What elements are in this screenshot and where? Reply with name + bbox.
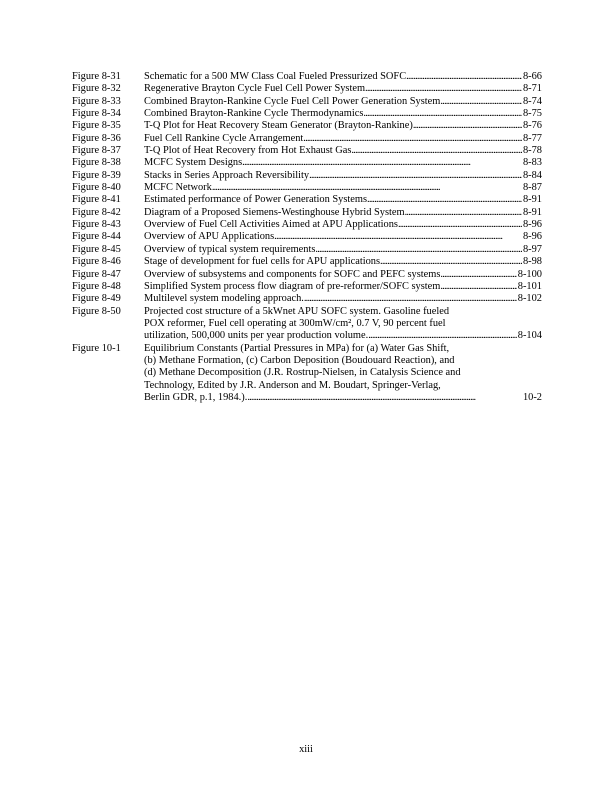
caption-text: Overview of subsystems and components for SOFC and PEFC systems xyxy=(144,268,441,280)
figure-number: Figure 8-44 xyxy=(72,231,121,243)
caption-text: Overview of typical system requirements xyxy=(144,243,316,255)
figure-entry xyxy=(72,306,542,343)
figure-caption xyxy=(144,170,542,182)
figure-number: Figure 8-49 xyxy=(72,293,121,305)
caption-text: utilization, 500,000 units per year production volume. xyxy=(144,330,369,342)
figure-page-ref: 10-2 xyxy=(522,391,542,403)
caption-text: Diagram of a Proposed Siemens-Westinghouse Hybrid System xyxy=(144,206,405,218)
figure-entry xyxy=(72,71,542,83)
figure-page-ref: 8-97 xyxy=(522,243,542,255)
caption-line xyxy=(144,256,542,268)
dot-leader xyxy=(406,71,522,83)
figure-page-ref: 8-78 xyxy=(522,145,542,157)
figure-caption xyxy=(144,71,542,83)
figure-page-ref: 8-74 xyxy=(522,95,542,107)
figure-entry xyxy=(72,293,542,305)
figure-caption xyxy=(144,231,542,243)
list-of-figures xyxy=(72,71,542,404)
figure-number: Figure 8-46 xyxy=(72,256,121,268)
caption-text: T-Q Plot for Heat Recovery Steam Generator (Brayton-Rankine) xyxy=(144,120,413,132)
caption-line: POX reformer, Fuel cell operating at 300mW/cm², 0.7 V, 90 percent fuel xyxy=(144,317,446,329)
caption-line xyxy=(144,392,542,404)
dot-leader xyxy=(309,170,522,182)
figure-caption xyxy=(144,293,542,305)
figure-entry xyxy=(72,96,542,108)
figure-caption xyxy=(144,182,542,194)
figure-number: Figure 8-50 xyxy=(72,305,121,317)
figure-page-ref: 8-96 xyxy=(522,231,542,243)
figure-caption xyxy=(144,207,542,219)
caption-text: MCFC Network xyxy=(144,182,212,194)
figure-page-ref: 8-101 xyxy=(517,280,542,292)
dot-leader xyxy=(367,194,522,206)
figure-page-ref: 8-100 xyxy=(517,268,542,280)
caption-text: Stage of development for fuel cells for APU applications xyxy=(144,256,381,268)
figure-page-ref: 8-75 xyxy=(522,108,542,120)
caption-line xyxy=(144,83,542,95)
caption-line xyxy=(144,133,542,145)
caption-text: MCFC System Designs xyxy=(144,157,243,169)
figure-caption xyxy=(144,194,542,206)
caption-line xyxy=(144,157,542,169)
caption-line xyxy=(144,194,542,206)
figure-number: Figure 8-40 xyxy=(72,182,121,194)
figure-entry xyxy=(72,281,542,293)
dot-leader xyxy=(212,182,522,194)
dot-leader xyxy=(368,330,517,342)
dot-leader xyxy=(405,207,522,219)
figure-caption xyxy=(144,256,542,268)
dot-leader xyxy=(363,108,522,120)
figure-number: Figure 8-33 xyxy=(72,95,121,107)
caption-line xyxy=(144,96,542,108)
figure-number: Figure 10-1 xyxy=(72,342,121,354)
caption-line: (b) Methane Formation, (c) Carbon Deposition (Boudouard Reaction), and xyxy=(144,354,455,366)
figure-number: Figure 8-48 xyxy=(72,280,121,292)
figure-page-ref: 8-91 xyxy=(522,206,542,218)
figure-number: Figure 8-39 xyxy=(72,169,121,181)
figure-page-ref: 8-87 xyxy=(522,182,542,194)
caption-text: Fuel Cell Rankine Cycle Arrangement xyxy=(144,132,304,144)
caption-text: Stacks in Series Approach Reversibility xyxy=(144,169,310,181)
figure-caption xyxy=(144,343,542,405)
page-number: xiii xyxy=(299,744,313,755)
figure-entry xyxy=(72,231,542,243)
figure-number: Figure 8-34 xyxy=(72,108,121,120)
caption-line xyxy=(144,269,542,281)
dot-leader xyxy=(380,256,522,268)
figure-caption xyxy=(144,133,542,145)
figure-caption xyxy=(144,83,542,95)
figure-entry xyxy=(72,244,542,256)
caption-text: Simplified System process flow diagram of pre-reformer/SOFC system xyxy=(144,280,441,292)
figure-page-ref: 8-66 xyxy=(522,71,542,82)
caption-line: Projected cost structure of a 5kWnet APU SOFC system. Gasoline fueled xyxy=(144,305,450,317)
figure-caption xyxy=(144,306,542,343)
caption-text: Regenerative Brayton Cycle Fuel Cell Power System xyxy=(144,83,366,95)
figure-page-ref: 8-104 xyxy=(517,330,542,342)
figure-page-ref: 8-98 xyxy=(522,256,542,268)
figure-entry xyxy=(72,256,542,268)
dot-leader xyxy=(398,219,522,231)
figure-entry xyxy=(72,83,542,95)
caption-text: T-Q Plot of Heat Recovery from Hot Exhaust Gas xyxy=(144,145,352,157)
caption-line xyxy=(144,108,542,120)
caption-text: Estimated performance of Power Generation Systems xyxy=(144,194,368,206)
figure-caption xyxy=(144,96,542,108)
caption-line xyxy=(144,182,542,194)
caption-line xyxy=(144,330,542,342)
figure-number: Figure 8-32 xyxy=(72,83,121,95)
dot-leader xyxy=(303,133,522,145)
caption-line xyxy=(144,71,542,83)
figure-number: Figure 8-43 xyxy=(72,219,121,231)
caption-line xyxy=(144,170,542,182)
figure-page-ref: 8-71 xyxy=(522,83,542,95)
dot-leader xyxy=(351,145,522,157)
caption-text: Overview of Fuel Cell Activities Aimed at APU Applications xyxy=(144,219,398,231)
caption-text: Berlin GDR, p.1, 1984.). xyxy=(144,391,248,403)
figure-number: Figure 8-45 xyxy=(72,243,121,255)
figure-caption xyxy=(144,145,542,157)
figure-entry xyxy=(72,219,542,231)
figure-caption xyxy=(144,244,542,256)
figure-page-ref: 8-76 xyxy=(522,120,542,132)
caption-line: Technology, Edited by J.R. Anderson and M. Boudart, Springer-Verlag, xyxy=(144,379,441,391)
dot-leader xyxy=(274,231,522,243)
caption-text: Schematic for a 500 MW Class Coal Fueled Pressurized SOFC xyxy=(144,71,407,82)
caption-line xyxy=(144,207,542,219)
caption-line xyxy=(144,145,542,157)
figure-entry xyxy=(72,145,542,157)
figure-entry xyxy=(72,108,542,120)
figure-entry xyxy=(72,269,542,281)
figure-number: Figure 8-36 xyxy=(72,132,121,144)
caption-line xyxy=(144,293,542,305)
figure-entry xyxy=(72,133,542,145)
figure-entry xyxy=(72,207,542,219)
caption-line xyxy=(144,219,542,231)
caption-line: (d) Methane Decomposition (J.R. Rostrup-Nielsen, in Catalysis Science and xyxy=(144,367,461,379)
figure-entry xyxy=(72,170,542,182)
figure-entry xyxy=(72,182,542,194)
figure-page-ref: 8-96 xyxy=(522,219,542,231)
caption-line xyxy=(144,231,542,243)
caption-line xyxy=(144,120,542,132)
dot-leader xyxy=(315,244,522,256)
figure-number: Figure 8-42 xyxy=(72,206,121,218)
figure-caption xyxy=(144,281,542,293)
figure-entry xyxy=(72,194,542,206)
figure-number: Figure 8-35 xyxy=(72,120,121,132)
figure-number: Figure 8-37 xyxy=(72,145,121,157)
dot-leader xyxy=(440,269,516,281)
figure-page-ref: 8-84 xyxy=(522,169,542,181)
figure-number: Figure 8-38 xyxy=(72,157,121,169)
figure-page-ref: 8-102 xyxy=(517,293,542,305)
caption-line xyxy=(144,281,542,293)
caption-line: Equilibrium Constants (Partial Pressures in MPa) for (a) Water Gas Shift, xyxy=(144,342,450,354)
dot-leader xyxy=(440,281,516,293)
dot-leader xyxy=(413,120,522,132)
figure-entry xyxy=(72,343,542,405)
dot-leader xyxy=(247,392,522,404)
figure-entry xyxy=(72,120,542,132)
figure-page-ref: 8-77 xyxy=(522,132,542,144)
caption-text: Overview of APU Applications xyxy=(144,231,275,243)
figure-caption xyxy=(144,219,542,231)
dot-leader xyxy=(440,96,522,108)
figure-number: Figure 8-31 xyxy=(72,71,121,82)
caption-text: Combined Brayton-Rankine Cycle Thermodynamics xyxy=(144,108,364,120)
figure-caption xyxy=(144,120,542,132)
figure-page-ref: 8-91 xyxy=(522,194,542,206)
figure-number: Figure 8-47 xyxy=(72,268,121,280)
dot-leader xyxy=(304,293,517,305)
figure-caption xyxy=(144,157,542,169)
figure-caption xyxy=(144,269,542,281)
caption-line xyxy=(144,244,542,256)
figure-page-ref: 8-83 xyxy=(522,157,542,169)
caption-text: Combined Brayton-Rankine Cycle Fuel Cell Power Generation System xyxy=(144,95,441,107)
figure-entry xyxy=(72,157,542,169)
dot-leader xyxy=(242,157,522,169)
dot-leader xyxy=(365,83,522,95)
figure-number: Figure 8-41 xyxy=(72,194,121,206)
caption-text: Multilevel system modeling approach. xyxy=(144,293,304,305)
figure-caption xyxy=(144,108,542,120)
